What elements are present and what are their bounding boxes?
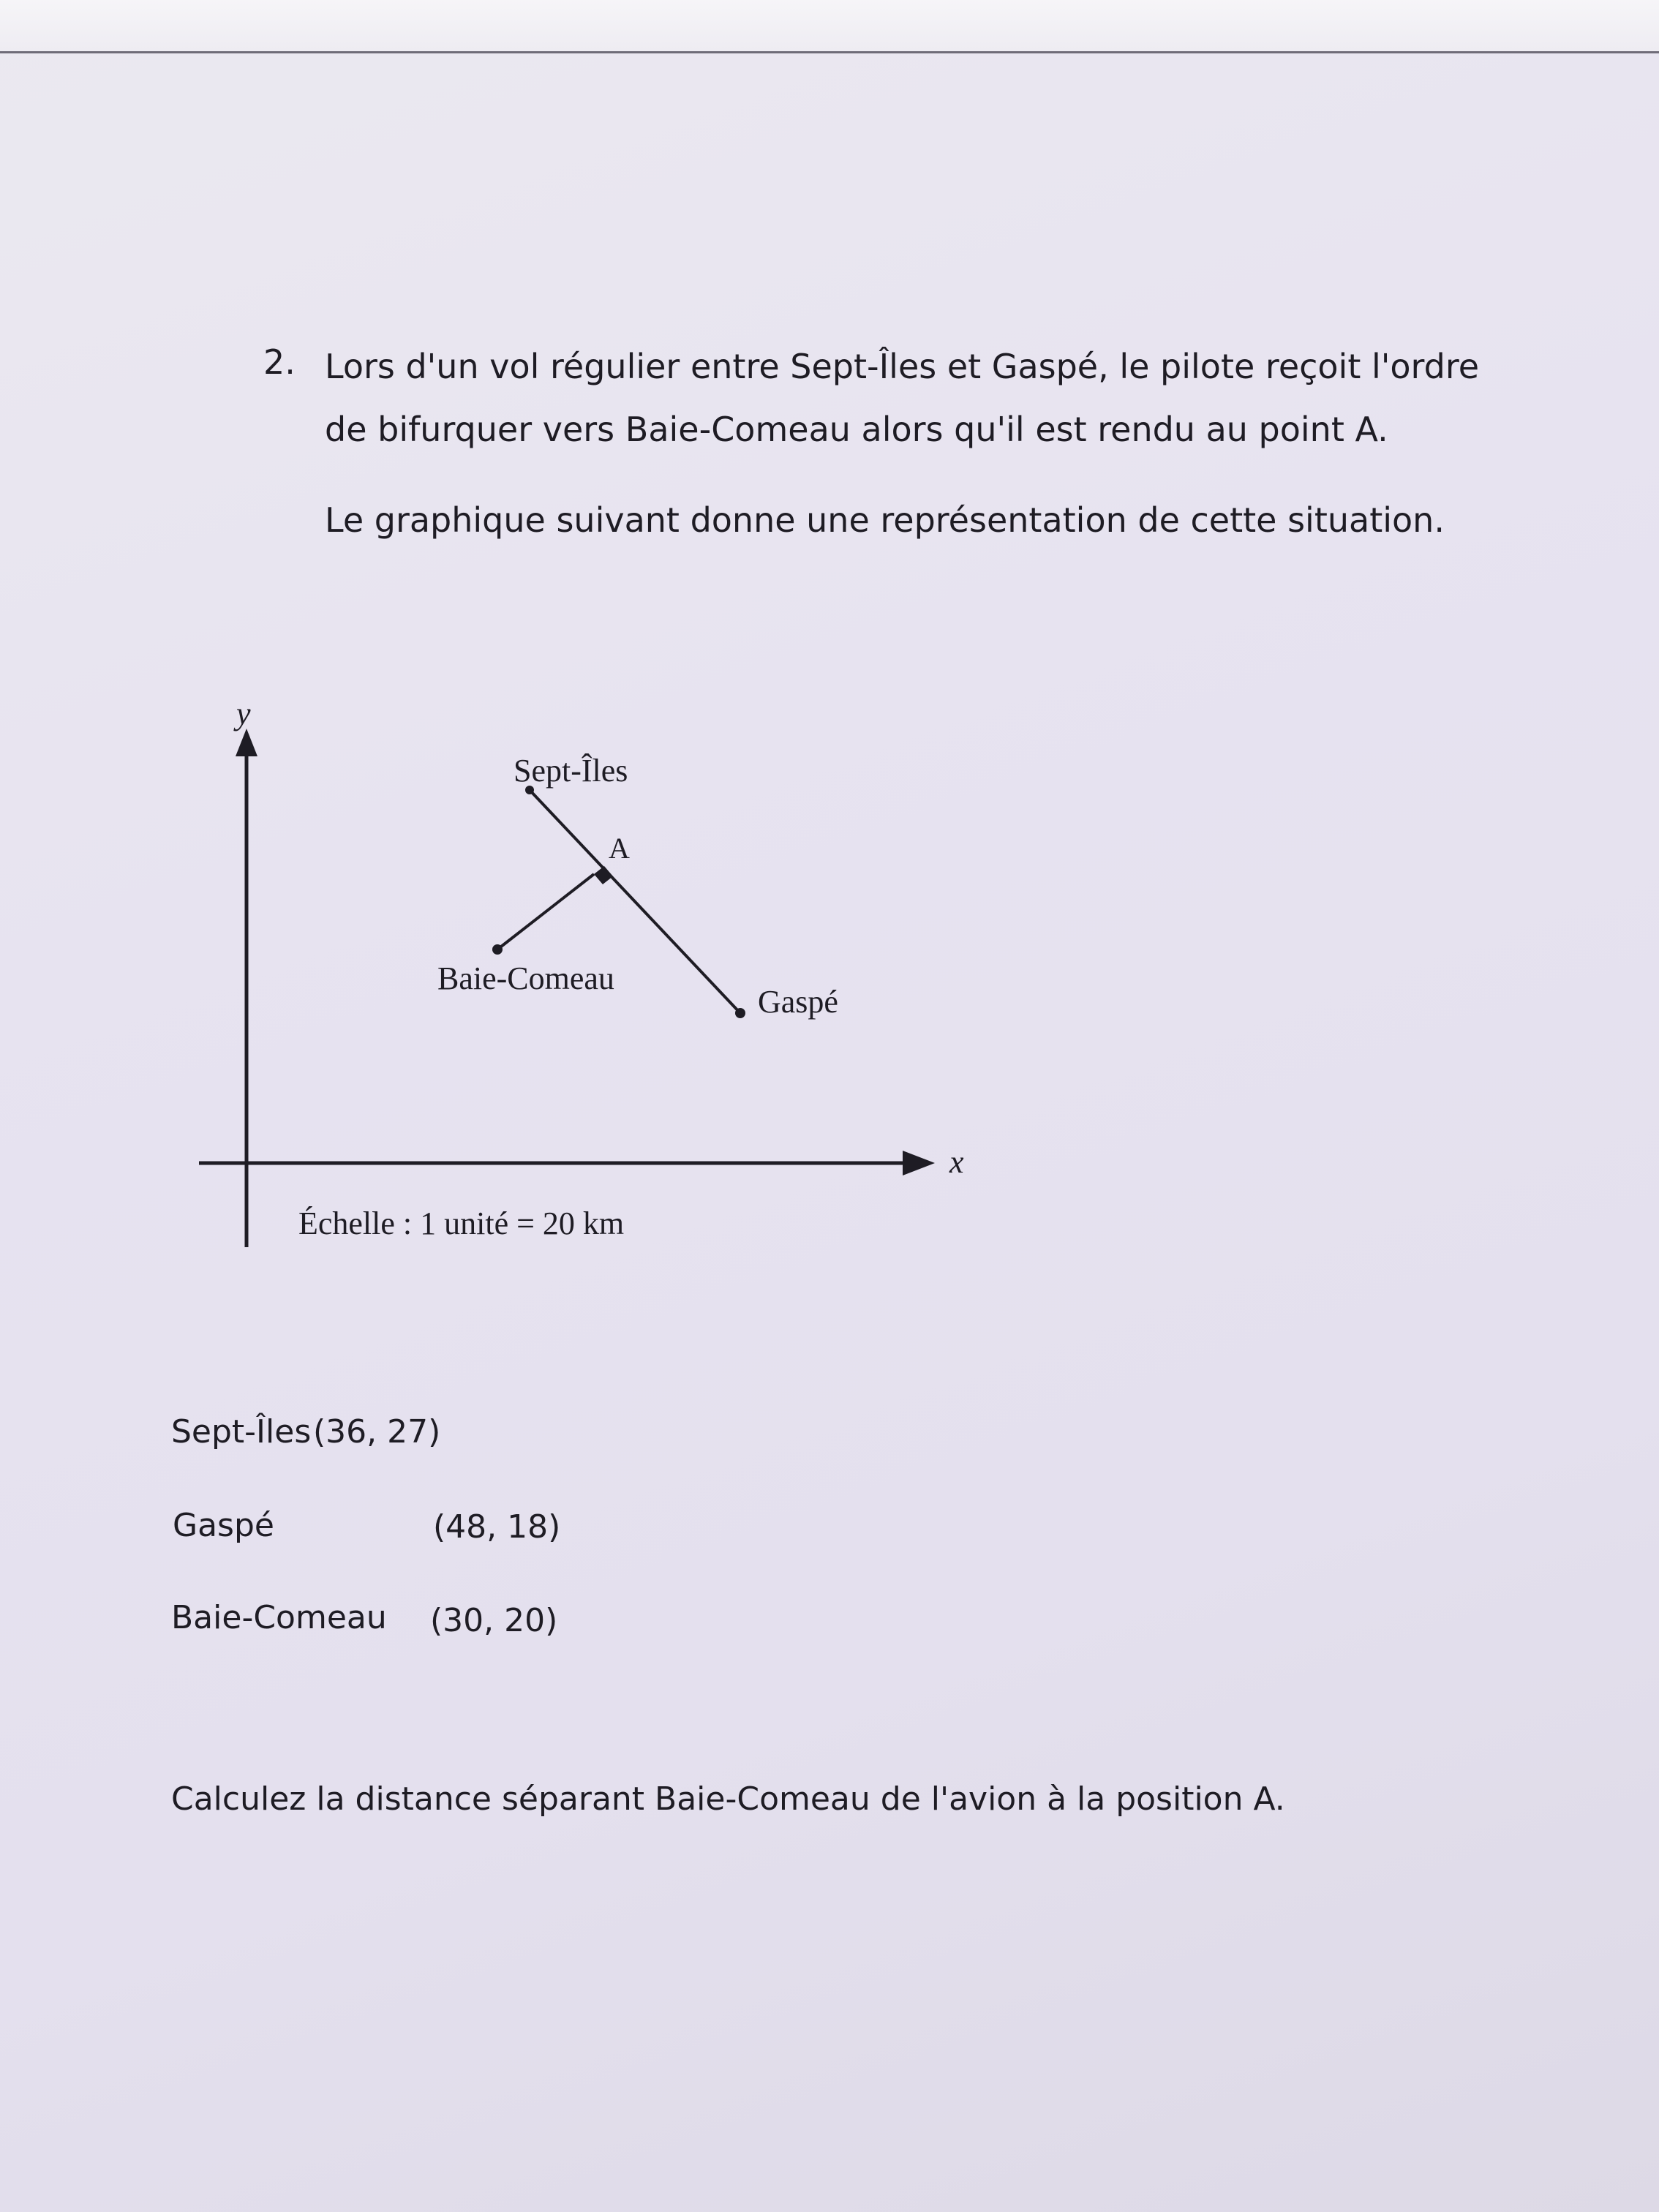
label-gaspe: Gaspé — [758, 984, 838, 1020]
coord-value-sept-iles: (36, 27) — [313, 1413, 441, 1451]
point-baie-comeau — [492, 944, 503, 955]
label-baie-comeau: Baie-Comeau — [437, 960, 614, 996]
route-a-baie-comeau — [497, 874, 594, 949]
graph-scale: Échelle : 1 unité = 20 km — [298, 1205, 625, 1241]
label-sept-iles: Sept-Îles — [514, 753, 628, 789]
coord-city-baie-comeau: Baie-Comeau — [171, 1599, 387, 1636]
question-line-1: Lors d'un vol régulier entre Sept-Îles et Gaspé, le pilote reçoit l'ordre — [325, 347, 1480, 386]
question-number: 2. — [263, 342, 296, 382]
coord-city-gaspe: Gaspé — [173, 1507, 274, 1544]
coord-city-sept-iles: Sept-Îles — [171, 1413, 312, 1451]
y-axis-arrow — [236, 729, 257, 756]
x-axis-arrow — [903, 1151, 935, 1175]
label-a: A — [609, 832, 630, 865]
x-axis-label: x — [949, 1144, 964, 1180]
point-gaspe — [735, 1008, 745, 1018]
coord-value-gaspe: (48, 18) — [433, 1508, 561, 1546]
final-question: Calculez la distance séparant Baie-Comeau de l'avion à la position A. — [171, 1780, 1285, 1818]
y-axis-label: y — [236, 696, 251, 731]
coord-value-baie-comeau: (30, 20) — [430, 1602, 558, 1639]
right-angle-marker — [594, 866, 613, 884]
question-line-2: de bifurquer vers Baie-Comeau alors qu'il est rendu au point A. — [325, 410, 1388, 449]
graph-intro-text: Le graphique suivant donne une représentation de cette situation. — [325, 500, 1445, 540]
